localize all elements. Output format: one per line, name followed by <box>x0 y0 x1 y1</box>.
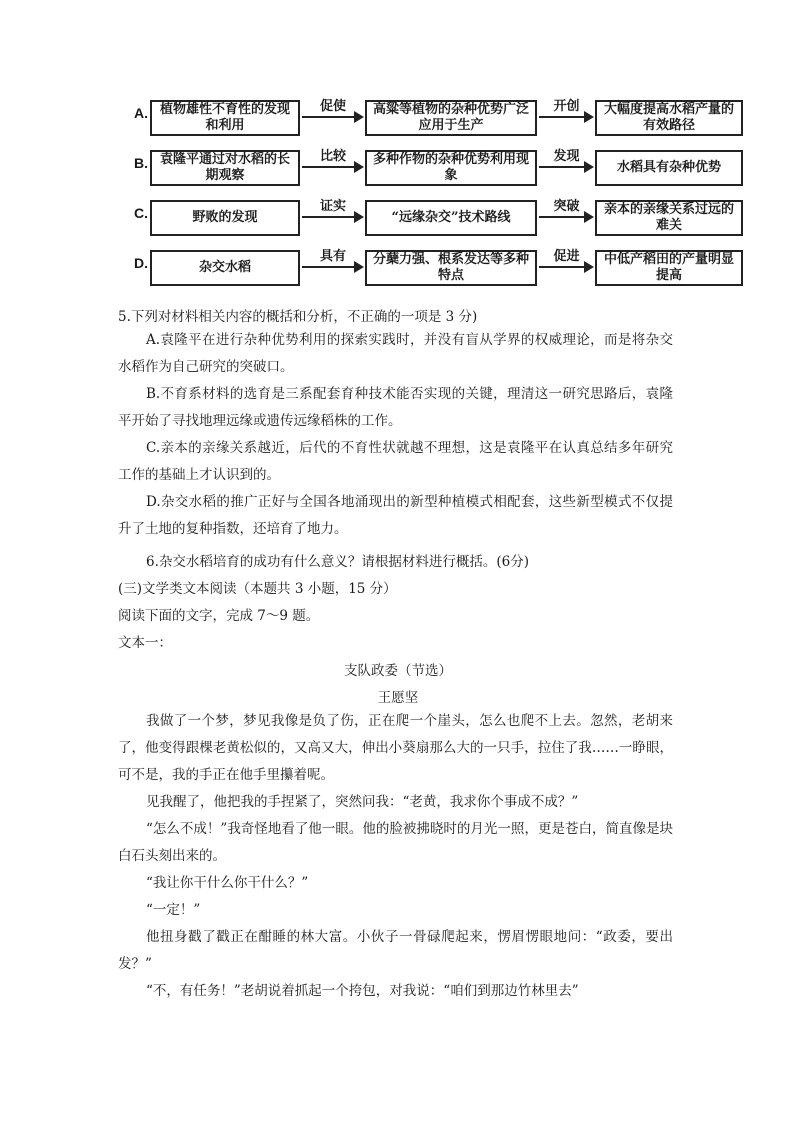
question-5-stem: 5.下列对材料相关内容的概括和分析，不正确的一项是 3 分) <box>118 309 478 325</box>
arrow-label: 证实 <box>319 199 346 214</box>
arrow-label: 突破 <box>553 199 580 214</box>
arrow-head-icon <box>584 111 594 123</box>
flow-box-result: 水稻具有杂种优势 <box>595 150 743 186</box>
question-5-option-b: B.不育系材料的选育是三系配套育种技术能否实现的关键，理清这一研究思路后，袁隆平开始了寻找地理远缘或遗传远缘稻株的工作。 <box>118 386 673 429</box>
arrow-head-icon <box>354 211 364 223</box>
flowchart-row-c <box>130 196 744 236</box>
question-6: 6.杂交水稻培育的成功有什么意义？请根据材料进行概括。(6分) <box>146 554 530 570</box>
arrow-head-icon <box>354 111 364 123</box>
story-paragraph: “我让你干什么你干什么？” <box>146 875 309 891</box>
question-5-option-d: D.杂交水稻的推广正好与全国各地涌现出的新型种植模式相配套，这些新型模式不仅提升了土地的复种指数，还培育了地力。 <box>118 494 673 537</box>
flow-box-middle: “远缘杂交”技术路线 <box>365 200 537 236</box>
story-paragraph: “怎么不成！”我奇怪地看了他一眼。他的脸被拂晓时的月光一照，更是苍白，简直像是块白石头刻出来的。 <box>118 821 673 864</box>
arrow-head-icon <box>584 211 594 223</box>
arrow-head-icon <box>354 261 364 273</box>
flow-box-result: 中低产稻田的产量明显提高 <box>595 250 743 286</box>
arrow-label: 具有 <box>319 249 346 264</box>
arrow-label: 比较 <box>319 149 346 164</box>
flow-arrow <box>539 96 594 126</box>
arrow-label: 发现 <box>553 149 580 164</box>
flow-box-result: 亲本的亲缘关系过远的难关 <box>595 200 743 236</box>
flow-arrow <box>539 246 594 276</box>
flowchart-row-a <box>130 96 744 136</box>
flow-arrow <box>302 146 364 176</box>
flow-arrow <box>539 196 594 226</box>
story-author: 王愿坚 <box>377 690 419 706</box>
text-label: 文本一： <box>118 635 172 651</box>
flow-box-cause: 植物雄性不育性的发现和利用 <box>150 100 300 136</box>
flow-box-middle: 分蘖力强、根系发达等多种特点 <box>365 250 537 286</box>
question-5-option-a: A.袁隆平在进行杂种优势利用的探索实践时，并没有盲从学界的权威理论，而是将杂交水稻作为自己研究的突破口。 <box>118 332 673 375</box>
question-5-option-c: C.亲本的亲缘关系越近，后代的不育性状就越不理想，这是袁隆平在认真总结多年研究工作的基础上才认识到的。 <box>118 440 673 483</box>
story-paragraph: “一定！” <box>146 902 201 918</box>
option-label: A. <box>134 105 148 121</box>
flow-arrow <box>302 196 364 226</box>
story-title: 支队政委（节选） <box>344 663 452 679</box>
arrow-label: 促进 <box>553 249 580 264</box>
arrow-label: 促使 <box>319 99 346 114</box>
flow-box-cause: 杂交水稻 <box>150 250 300 286</box>
flow-box-cause: 袁隆平通过对水稻的长期观察 <box>150 150 300 186</box>
option-label: C. <box>134 205 148 221</box>
story-paragraph: 他扭身戳了戳正在酣睡的林大富。小伙子一骨碌爬起来，愣眉愣眼地问：“政委，要出发？” <box>118 929 673 972</box>
flow-arrow <box>302 246 364 276</box>
flowchart-row-d <box>130 246 744 286</box>
story-paragraph: “不，有任务！”老胡说着抓起一个挎包，对我说：“咱们到那边竹林里去” <box>146 983 579 999</box>
option-label: D. <box>134 255 148 271</box>
flow-arrow <box>539 146 594 176</box>
option-label: B. <box>134 155 148 171</box>
flow-arrow <box>302 96 364 126</box>
flow-box-middle: 多种作物的杂种优势利用现象 <box>365 150 537 186</box>
arrow-head-icon <box>584 161 594 173</box>
flow-box-cause: 野败的发现 <box>150 200 300 236</box>
section-heading: (三)文学类文本阅读（本题共 3 小题，15 分） <box>118 581 397 597</box>
flowchart-options <box>130 94 744 290</box>
reading-instruction: 阅读下面的文字，完成 7～9 题。 <box>118 608 320 624</box>
arrow-head-icon <box>584 261 594 273</box>
arrow-label: 开创 <box>553 99 580 114</box>
flow-box-result: 大幅度提高水稻产量的有效路径 <box>595 100 743 136</box>
flow-box-middle: 高粱等植物的杂种优势广泛应用于生产 <box>365 100 537 136</box>
story-paragraph: 见我醒了，他把我的手捏紧了，突然问我：“老黄，我求你个事成不成？” <box>146 794 579 810</box>
arrow-head-icon <box>354 161 364 173</box>
story-paragraph: 我做了一个梦，梦见我像是负了伤，正在爬一个崖头，怎么也爬不上去。忽然，老胡来了，他变得跟棵老黄松似的，又高又大，伸出小葵扇那么大的一只手，拉住了我……一睁眼，可不是，我的手正在他手里攥着呢。 <box>118 713 673 783</box>
flowchart-row-b <box>130 146 744 186</box>
